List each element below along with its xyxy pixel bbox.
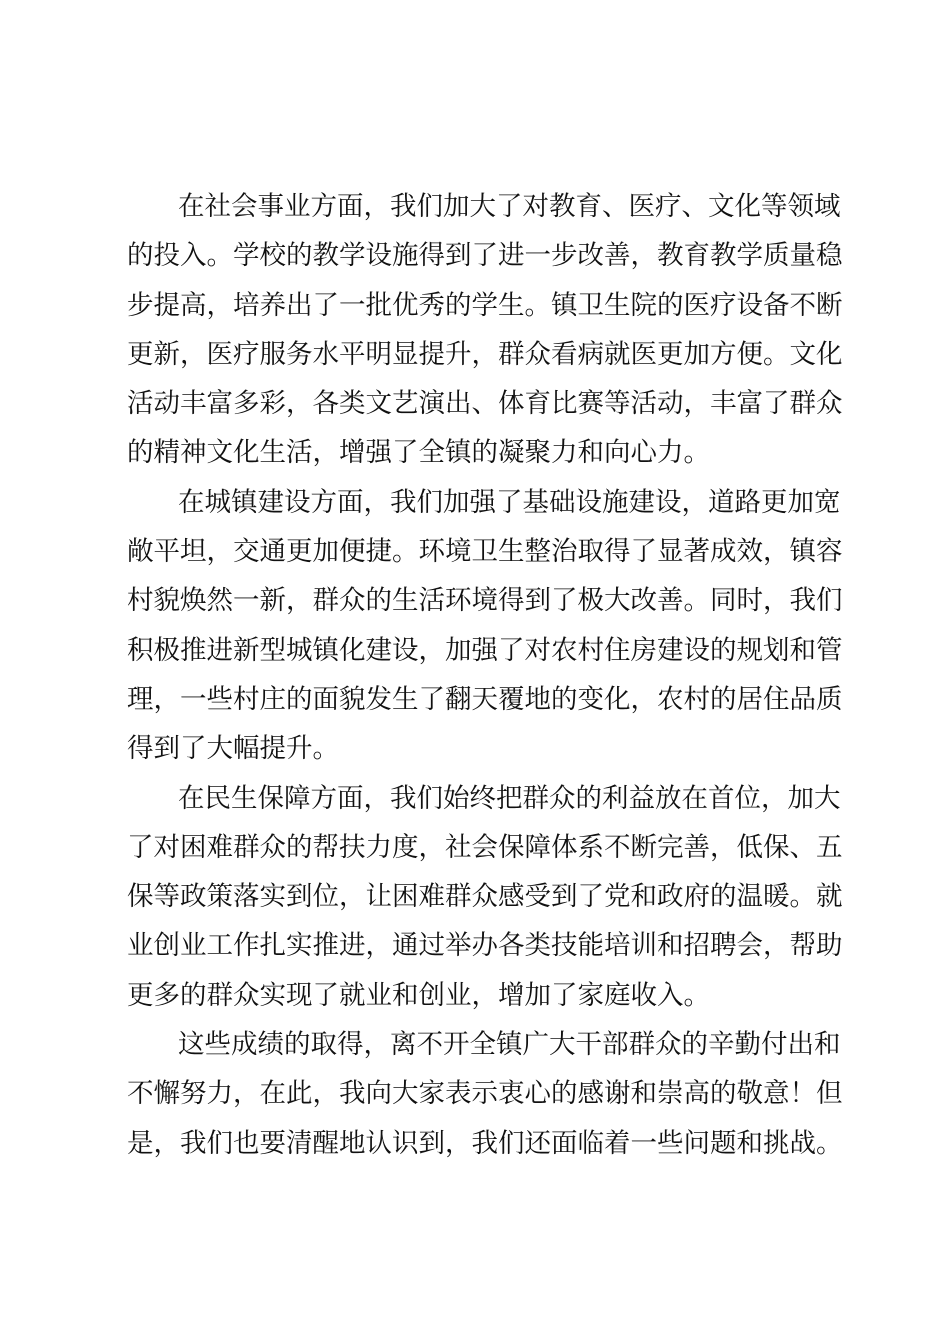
paragraph-line: 的精神文化生活，增强了全镇的凝聚力和向心力。 [127, 437, 710, 469]
paragraph-line: 步提高，培养出了一批优秀的学生。镇卫生院的医疗设备不断 [127, 289, 843, 321]
paragraph-line: 在城镇建设方面，我们加强了基础设施建设，道路更加宽 [178, 486, 841, 518]
paragraph-line: 的投入。学校的教学设施得到了进一步改善，教育教学质量稳 [127, 240, 843, 272]
paragraph-line: 活动丰富多彩，各类文艺演出、体育比赛等活动，丰富了群众 [127, 388, 843, 420]
paragraph-social-affairs [127, 182, 843, 478]
paragraph-line: 保等政策落实到位，让困难群众感受到了党和政府的温暖。就 [127, 881, 843, 913]
paragraph-urban-construction [127, 478, 843, 774]
paragraph-line: 在民生保障方面，我们始终把群众的利益放在首位，加大 [178, 782, 841, 814]
paragraph-line: 了对困难群众的帮扶力度，社会保障体系不断完善，低保、五 [127, 831, 843, 863]
paragraph-line: 理，一些村庄的面貌发生了翻天覆地的变化，农村的居住品质 [127, 683, 843, 715]
paragraph-line: 不懈努力，在此，我向大家表示衷心的感谢和崇高的敬意！但 [127, 1078, 843, 1110]
paragraph-line: 村貌焕然一新，群众的生活环境得到了极大改善。同时，我们 [127, 585, 843, 617]
paragraph-line: 在社会事业方面，我们加大了对教育、医疗、文化等领域 [178, 191, 841, 222]
paragraph-line: 更多的群众实现了就业和创业，增加了家庭收入。 [127, 979, 710, 1011]
document-body [127, 182, 843, 1168]
paragraph-line: 是，我们也要清醒地认识到，我们还面临着一些问题和挑战。 [127, 1127, 843, 1159]
paragraph-line: 这些成绩的取得，离不开全镇广大干部群众的辛勤付出和 [178, 1029, 841, 1061]
paragraph-conclusion [127, 1020, 843, 1168]
paragraph-line: 积极推进新型城镇化建设，加强了对农村住房建设的规划和管 [127, 634, 843, 666]
paragraph-livelihood [127, 774, 843, 1020]
paragraph-line: 敞平坦，交通更加便捷。环境卫生整治取得了显著成效，镇容 [127, 536, 843, 568]
paragraph-line: 更新，医疗服务水平明显提升，群众看病就医更加方便。文化 [127, 338, 843, 370]
paragraph-line: 得到了大幅提升。 [127, 733, 339, 765]
paragraph-line: 业创业工作扎实推进，通过举办各类技能培训和招聘会，帮助 [127, 930, 843, 962]
